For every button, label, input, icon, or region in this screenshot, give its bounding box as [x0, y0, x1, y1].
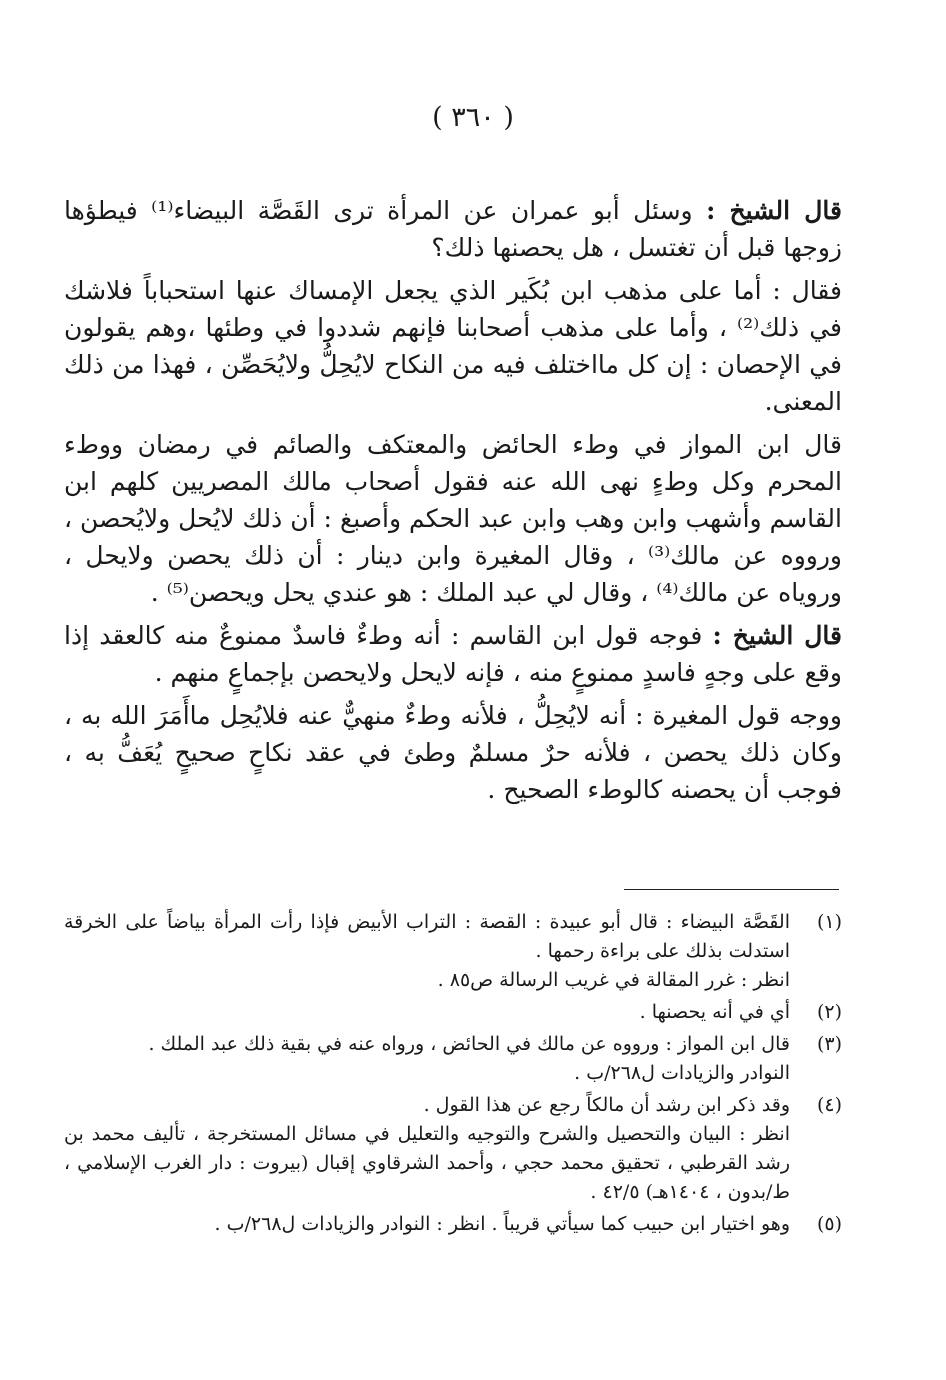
footnotes — [64, 908, 842, 1242]
footnote-line: وقد ذكر ابن رشد أن مالكاً رجع عن هذا القول . — [423, 1094, 790, 1116]
footnote-line: القَصَّة البيضاء : قال أبو عبيدة : القصة : التراب الأبيض فإذا رأت المرأة بياضاً على الخرقة استدلت بذلك على براءة رحمها . — [64, 911, 790, 962]
footnote-item — [64, 998, 842, 1027]
paragraph — [64, 697, 842, 808]
page-number: ( ٣٦٠ ) — [432, 102, 514, 133]
footnote-item — [64, 1030, 842, 1088]
footnote-line: قال ابن المواز : ورووه عن مالك في الحائض ، ورواه عنه في بقية ذلك عبد الملك . — [148, 1033, 790, 1055]
main-text — [64, 192, 842, 814]
footnote-item — [64, 908, 842, 995]
paragraph — [64, 272, 842, 420]
paragraph-lead: قال الشيخ : — [712, 621, 842, 650]
footnote-body — [64, 1091, 790, 1207]
footnote-line: أي في أنه يحصنها . — [639, 1001, 790, 1023]
paragraph — [64, 192, 842, 266]
footnote-number: (٣) — [816, 1033, 842, 1055]
footnote-number: (٢) — [816, 1001, 842, 1023]
paragraph — [64, 617, 842, 691]
paragraph-text: فقال : أما على مذهب ابن بُكَير الذي يجعل الإمساك عنها استحباباً فلاشك في ذلك⁽²⁾ ، وأما على مذهب أصحابنا فإنهم شددوا في وطئها ،وهم يقولون في الإحصان : إن كل مااختلف فيه من النكاح لايُحِلُّ ولايُحَصِّن ، فهذا من ذلك المعنى. — [64, 276, 842, 416]
footnote-item — [64, 1210, 842, 1239]
paragraph-text: ووجه قول المغيرة : أنه لايُحِلُّ ، فلأنه وطءٌ منهيٌّ عنه فلايُحِل ماأَمَرَ الله به ، وكان ذلك يحصن ، فلأنه حرٌ مسلمٌ وطئ في عقد نكاحٍ صحيحٍ يُعَفُّ به ، فوجب أن يحصنه كالوطء الصحيح . — [64, 701, 842, 804]
footnote-item — [64, 1091, 842, 1207]
paragraph — [64, 426, 842, 611]
footnote-number: (١) — [816, 911, 842, 933]
paragraph-lead: قال الشيخ : — [706, 196, 842, 225]
footnote-body — [64, 1210, 790, 1239]
footnote-line: النوادر والزيادات ل٢٦٨/ب . — [574, 1062, 790, 1084]
footnote-divider — [624, 889, 839, 890]
paragraph-text: قال ابن المواز في وطء الحائض والمعتكف والصائم في رمضان ووطء المحرم وكل وطءٍ نهى الله عنه فقول أصحاب مالك المصريين كلهم ابن القاسم وأشهب وابن وهب وابن عبد الحكم وأصبغ : أن ذلك لايُحل ولايُحصن ، ورووه عن مالك⁽³⁾ ، وقال المغيرة وابن دينار : أن ذلك يحصن ولايحل ، وروياه عن مالك⁽⁴⁾ ، وقال لي عبد الملك : هو عندي يحل ويحصن⁽⁵⁾ . — [64, 430, 842, 607]
footnote-number: (٥) — [816, 1213, 842, 1235]
footnote-number: (٤) — [816, 1094, 842, 1116]
footnote-body — [64, 1030, 790, 1088]
footnote-body — [64, 998, 790, 1027]
footnote-line: انظر : غرر المقالة في غريب الرسالة ص٨٥ . — [437, 969, 790, 991]
footnote-line: انظر : البيان والتحصيل والشرح والتوجيه والتعليل في مسائل المستخرجة ، تأليف محمد بن رشد القرطبي ، تحقيق محمد حجي ، وأحمد الشرقاوي إقبال (بيروت : دار الغرب الإسلامي ، ط/بدون ، ١٤٠٤هـ) ٤٢/٥ . — [64, 1123, 790, 1203]
paragraph-text: وسئل أبو عمران عن المرأة ترى القَصَّة البيضاء⁽¹⁾ فيطؤها زوجها قبل أن تغتسل ، هل يحصنها ذلك؟ — [64, 196, 842, 262]
footnote-line: وهو اختيار ابن حبيب كما سيأتي قريباً . انظر : النوادر والزيادات ل٢٦٨/ب . — [214, 1213, 790, 1235]
footnote-body — [64, 908, 790, 995]
paragraph-text: فوجه قول ابن القاسم : أنه وطءٌ فاسدٌ ممنوعٌ منه كالعقد إذا وقع على وجهٍ فاسدٍ ممنوعٍ منه ، فإنه لايحل ولايحصن بإجماعٍ منهم . — [64, 621, 842, 687]
